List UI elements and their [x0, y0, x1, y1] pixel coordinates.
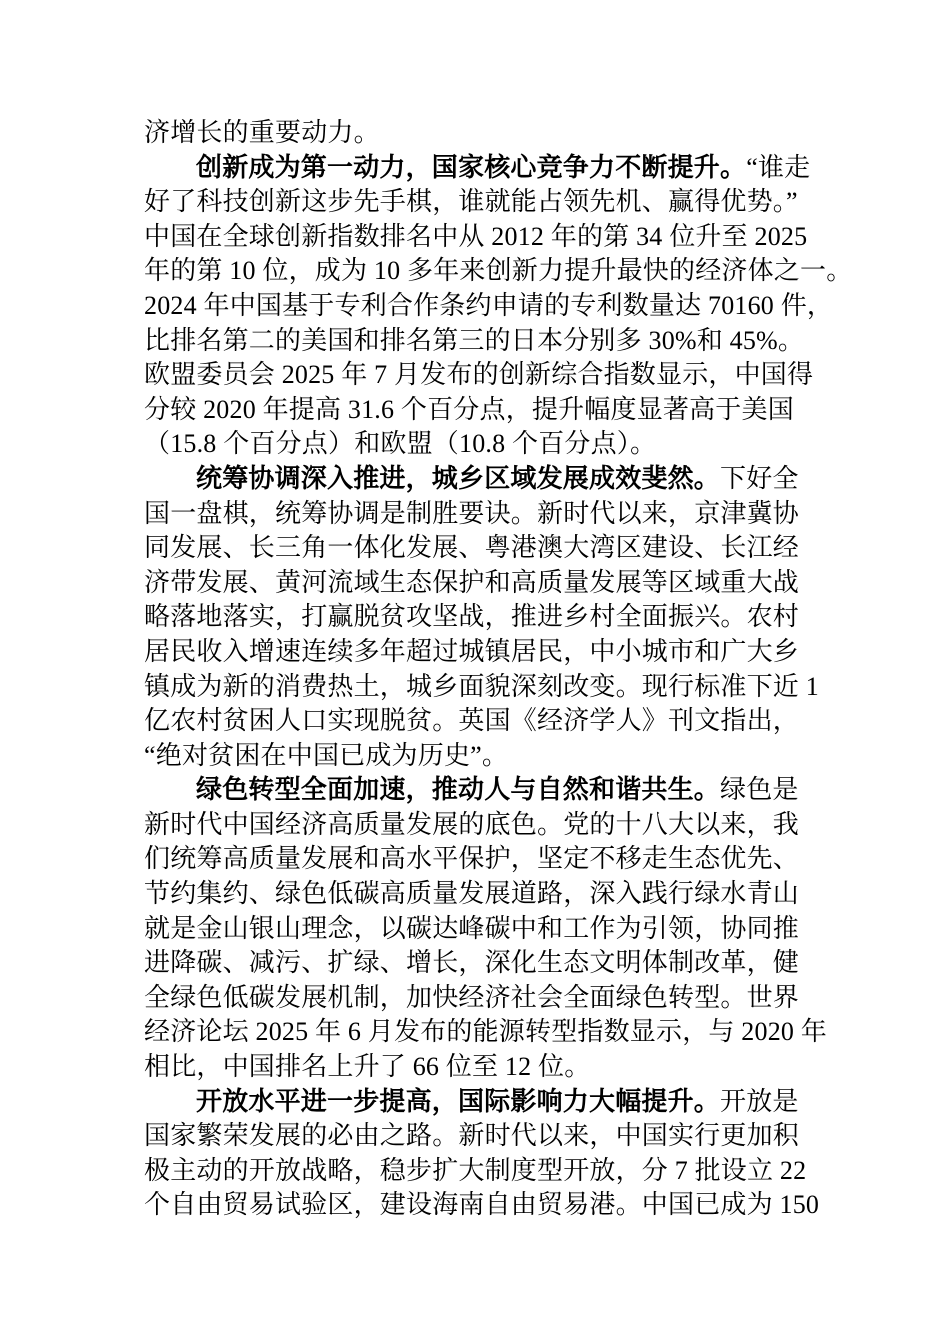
text-line: 济增长的重要动力。 [144, 118, 380, 147]
text-line: 进降碳、减污、扩绿、增长，深化生态文明体制改革，健 [144, 948, 800, 978]
text-line: “绝对贫困在中国已成为历史”。 [144, 740, 509, 770]
text-line: 略落地落实，打赢脱贫攻坚战，推进乡村全面振兴。农村 [144, 602, 800, 632]
text-line: 同发展、长三角一体化发展、粤港澳大湾区建设、长江经 [144, 533, 800, 563]
text-line: 济带发展、黄河流域生态保护和高质量发展等区域重大战 [144, 567, 800, 597]
paragraph-first-line [144, 1085, 808, 1120]
text-line: 年的第 10 位，成为 10 多年来创新力提升最快的经济体之一。 [144, 256, 853, 286]
paragraph-lead: 统筹协调深入推进，城乡区域发展成效斐然。 [196, 463, 721, 493]
text-line: 中国在全球创新指数排名中从 2012 年的第 34 位升至 2025 [144, 221, 808, 251]
paragraph-first-line-rest: 绿色是 [720, 775, 799, 805]
text-line: 全绿色低碳发展机制，加快经济社会全面绿色转型。世界 [144, 982, 800, 1012]
text-line: 们统筹高质量发展和高水平保护，坚定不移走生态优先、 [144, 844, 800, 874]
text-line: （15.8 个百分点）和欧盟（10.8 个百分点）。 [144, 429, 657, 459]
text-line: 极主动的开放战略，稳步扩大制度型开放，分 7 批设立 22 [144, 1155, 807, 1185]
text-line: 好了科技创新这步先手棋，谁就能占领先机、赢得优势。” [144, 187, 798, 217]
paragraph-first-line-rest: 下好全 [720, 463, 799, 493]
text-line: 国一盘棋，统筹协调是制胜要诀。新时代以来，京津冀协 [144, 498, 800, 528]
paragraph-first-line-rest: 开放是 [720, 1086, 799, 1116]
paragraph-first-line [144, 773, 808, 808]
text-line: 新时代中国经济高质量发展的底色。党的十八大以来，我 [144, 809, 800, 839]
text-line: 居民收入增速连续多年超过城镇居民，中小城市和广大乡 [144, 636, 800, 666]
text-line: 亿农村贫困人口实现脱贫。英国《经济学人》刊文指出， [144, 706, 800, 736]
text-line: 个自由贸易试验区，建设海南自由贸易港。中国已成为 150 [144, 1190, 820, 1220]
paragraph-lead: 开放水平进一步提高，国际影响力大幅提升。 [196, 1086, 721, 1116]
text-line: 欧盟委员会 2025 年 7 月发布的创新综合指数显示，中国得 [144, 360, 814, 390]
text-line: 就是金山银山理念，以碳达峰碳中和工作为引领，协同推 [144, 913, 800, 943]
text-line: 相比，中国排名上升了 66 位至 12 位。 [144, 1052, 591, 1082]
text-line: 国家繁荣发展的必由之路。新时代以来，中国实行更加积 [144, 1121, 800, 1151]
text-line: 经济论坛 2025 年 6 月发布的能源转型指数显示，与 2020 年 [144, 1017, 828, 1047]
text-line: 比排名第二的美国和排名第三的日本分别多 30%和 45%。 [144, 325, 805, 355]
paragraph-lead: 绿色转型全面加速，推动人与自然和谐共生。 [196, 775, 721, 805]
body-text [144, 116, 853, 1223]
paragraph-first-line-rest: “谁走 [746, 152, 811, 182]
paragraph-lead: 创新成为第一动力，国家核心竞争力不断提升。 [196, 152, 747, 182]
paragraph-first-line [144, 151, 811, 186]
text-line: 2024 年中国基于专利合作条约申请的专利数量达 70160 件， [144, 290, 834, 320]
text-line: 分较 2020 年提高 31.6 个百分点，提升幅度显著高于美国 [144, 394, 794, 424]
text-line: 镇成为新的消费热土，城乡面貌深刻改变。现行标准下近 1 [144, 671, 819, 701]
text-line: 节约集约、绿色低碳高质量发展道路，深入践行绿水青山 [144, 879, 800, 909]
paragraph-first-line [144, 462, 808, 497]
